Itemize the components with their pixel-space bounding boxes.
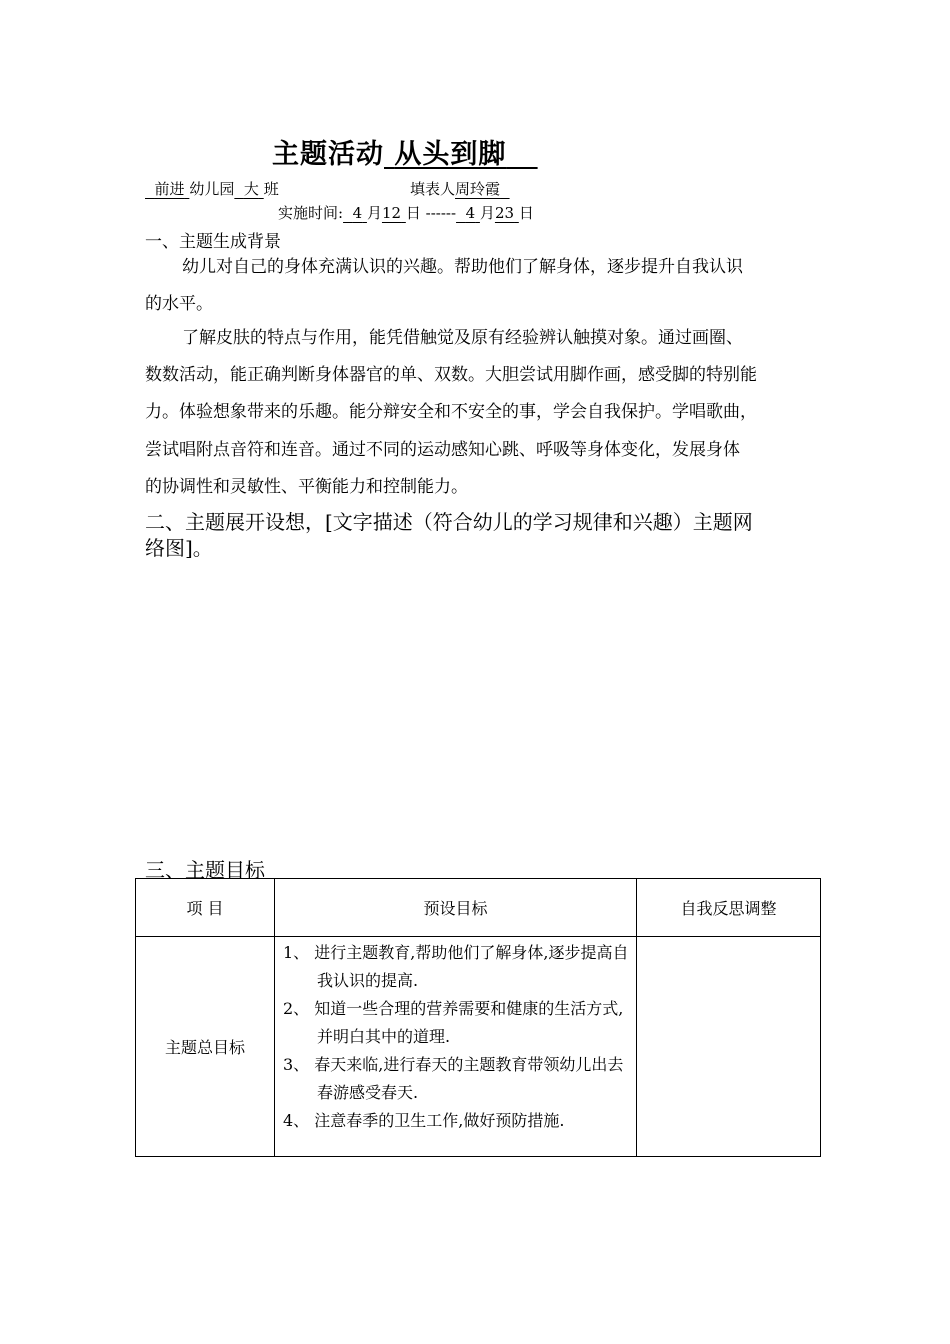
title-topic: 从头到脚 xyxy=(394,139,507,170)
implementation-time: 实施时间: 4 月12 日 ------ 4 月23 日 xyxy=(278,204,534,222)
header-preset-goal: 预设目标 xyxy=(275,879,637,937)
section3-heading: 三、主题目标 xyxy=(145,858,265,882)
page-title xyxy=(272,132,538,171)
list-item: 3、 春天来临,进行春天的主题教育带领幼儿出去春游感受春天. xyxy=(283,1055,624,1102)
section2-heading: 二、主题展开设想，[文字描述（符合幼儿的学习规律和兴趣）主题网 xyxy=(145,510,753,534)
school-name: 前进 xyxy=(154,180,185,198)
table-header-row xyxy=(136,879,821,937)
list-item: 1、 进行主题教育,帮助他们了解身体,逐步提高自我认识的提高. xyxy=(283,943,629,990)
table-row xyxy=(136,937,821,1157)
section1-line: 幼儿对自己的身体充满认识的兴趣。帮助他们了解身体，逐步提升自我认识 xyxy=(182,257,743,277)
header-item: 项 目 xyxy=(136,879,275,937)
section1-line: 的水平。 xyxy=(145,294,213,314)
school-class-line: 前进 幼儿园 大 班 xyxy=(154,180,279,198)
goals-table xyxy=(135,878,821,1157)
section1-heading: 一、主题生成背景 xyxy=(145,232,281,252)
list-item: 4、 注意春季的卫生工作,做好预防措施. xyxy=(283,1111,565,1130)
section1-line: 力。体验想象带来的乐趣。能分辩安全和不安全的事，学会自我保护。学唱歌曲， xyxy=(145,402,757,422)
reflection-cell[interactable] xyxy=(637,937,821,1157)
goal-list xyxy=(275,937,637,1157)
class-name: 大 xyxy=(243,180,259,198)
section2-heading-cont: 络图]。 xyxy=(145,536,213,560)
section1-line: 的协调性和灵敏性、平衡能力和控制能力。 xyxy=(145,477,468,497)
list-item: 2、 知道一些合理的营养需要和健康的生活方式,并明白其中的道理. xyxy=(283,999,624,1046)
section1-line: 了解皮肤的特点与作用，能凭借触觉及原有经验辨认触摸对象。通过画圈、 xyxy=(182,328,743,348)
filler-name: 周玲霞 xyxy=(455,180,501,198)
section1-line: 尝试唱附点音符和连音。通过不同的运动感知心跳、呼吸等身体变化，发展身体 xyxy=(145,440,740,460)
title-prefix: 主题活动 xyxy=(272,139,384,170)
filler-line: 填表人周玲霞 xyxy=(410,180,501,198)
header-reflection: 自我反思调整 xyxy=(637,879,821,937)
row-label: 主题总目标 xyxy=(136,937,275,1157)
section1-line: 数数活动，能正确判断身体器官的单、双数。大胆尝试用脚作画，感受脚的特别能 xyxy=(145,365,757,385)
